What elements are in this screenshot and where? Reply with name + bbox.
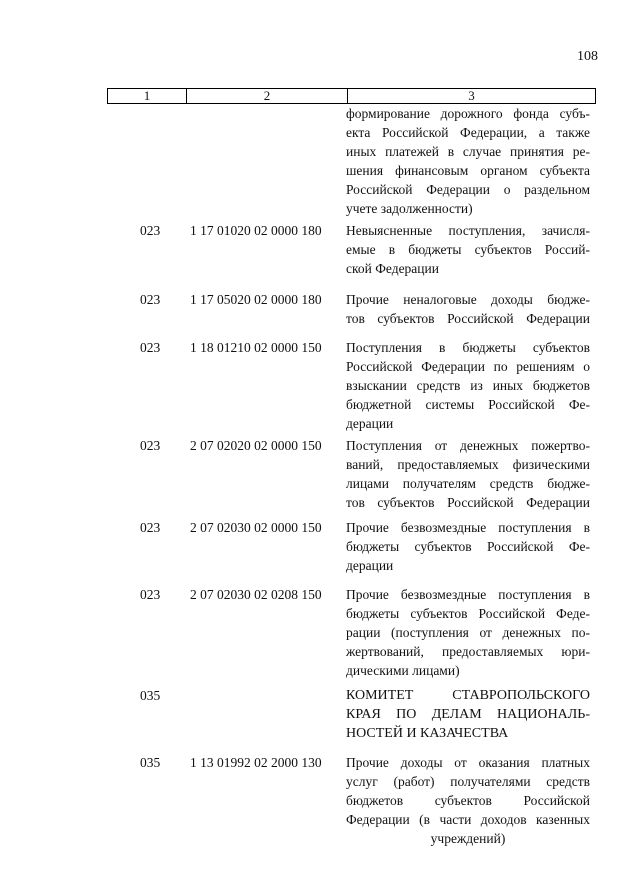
text-line: емые в бюджеты субъектов Россий- <box>346 242 590 257</box>
admin-code: 023 <box>140 292 161 307</box>
text-line: Поступления от денежных пожертво- <box>346 438 590 453</box>
budget-classification-code: 1 17 01020 02 0000 180 <box>190 223 322 238</box>
continuation-text <box>346 104 590 218</box>
text-line: учете задолженности) <box>346 201 473 216</box>
text-line: взыскании средств из иных бюджетов <box>346 378 590 393</box>
admin-code: 023 <box>140 223 161 238</box>
revenue-description <box>346 290 590 328</box>
text-line: КРАЯ ПО ДЕЛАМ НАЦИОНАЛЬ- <box>346 707 590 722</box>
text-line: бюджеты субъектов Российской Феде- <box>346 606 590 621</box>
revenue-description <box>346 221 590 278</box>
text-line: шения финансовым органом субъекта <box>346 163 590 178</box>
text-line: ваний, предоставляемых физическими <box>346 457 590 472</box>
revenue-description <box>346 518 590 575</box>
text-line: бюджетной системы Российской Фе- <box>346 397 590 412</box>
text-line: дическими лицами) <box>346 663 460 678</box>
admin-code: 035 <box>140 688 161 703</box>
text-line: дерации <box>346 416 394 431</box>
text-line: услуг (работ) получателями средств <box>346 774 590 789</box>
text-line: тов субъектов Российской Федерации <box>346 495 590 510</box>
text-line: НОСТЕЙ И КАЗАЧЕСТВА <box>346 726 509 741</box>
text-line: дерации <box>346 558 394 573</box>
text-line: екта Российской Федерации, а также <box>346 125 590 140</box>
text-line: иных платежей в случае принятия ре- <box>346 144 590 159</box>
text-line: Российской Федерации о раздельном <box>346 182 590 197</box>
revenue-description <box>346 436 590 512</box>
text-line: ской Федерации <box>346 261 439 276</box>
revenue-description <box>346 585 590 680</box>
text-line: лицами получателям средств бюдже- <box>346 476 590 491</box>
revenue-description <box>346 338 590 433</box>
text-line: бюджеты субъектов Российской Фе- <box>346 539 590 554</box>
revenue-description <box>346 753 590 848</box>
column-1-header: 1 <box>108 89 187 103</box>
budget-classification-code: 1 13 01992 02 2000 130 <box>190 755 322 770</box>
text-line: Федерации (в части доходов казенных <box>346 812 590 827</box>
budget-classification-code: 2 07 02030 02 0208 150 <box>190 587 322 602</box>
text-line: КОМИТЕТ СТАВРОПОЛЬСКОГО <box>346 688 590 703</box>
admin-code: 023 <box>140 438 161 453</box>
text-line: Прочие безвозмездные поступления в <box>346 520 590 535</box>
text-line: жертвований, предоставляемых юри- <box>346 644 590 659</box>
admin-code: 023 <box>140 587 161 602</box>
page-number: 108 <box>577 49 598 64</box>
admin-code: 023 <box>140 340 161 355</box>
text-line: формирование дорожного фонда субъ- <box>346 106 590 121</box>
text-line: тов субъектов Российской Федерации <box>346 311 590 326</box>
budget-classification-code: 2 07 02020 02 0000 150 <box>190 438 322 453</box>
text-line: Поступления в бюджеты субъектов <box>346 340 590 355</box>
budget-classification-code: 1 17 05020 02 0000 180 <box>190 292 322 307</box>
admin-code: 023 <box>140 520 161 535</box>
table-column-header <box>107 88 596 104</box>
budget-classification-code: 1 18 01210 02 0000 150 <box>190 340 322 355</box>
text-line: рации (поступления от денежных по- <box>346 625 590 640</box>
column-2-header: 2 <box>187 89 348 103</box>
budget-classification-code: 2 07 02030 02 0000 150 <box>190 520 322 535</box>
text-line: учреждений) <box>430 831 506 846</box>
text-line: бюджетов субъектов Российской <box>346 793 590 808</box>
text-line: Прочие доходы от оказания платных <box>346 755 590 770</box>
admin-code: 035 <box>140 755 161 770</box>
text-line: Прочие безвозмездные поступления в <box>346 587 590 602</box>
text-line: Прочие неналоговые доходы бюдже- <box>346 292 590 307</box>
column-3-header: 3 <box>468 88 475 103</box>
administrator-name <box>346 686 590 743</box>
text-line: Российской Федерации по решениям о <box>346 359 590 374</box>
text-line: Невыясненные поступления, зачисля- <box>346 223 590 238</box>
